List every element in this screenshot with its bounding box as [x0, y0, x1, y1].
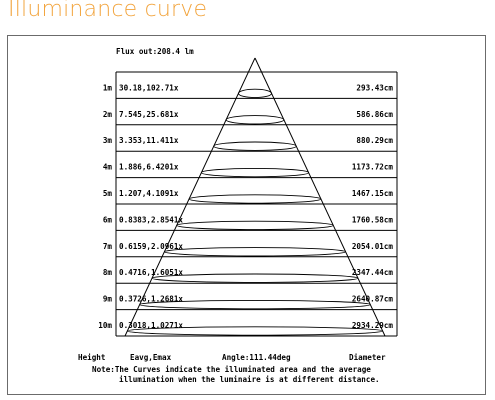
row-diameter: 2054.01cm [351, 241, 393, 251]
distance-row [103, 110, 394, 119]
row-distance: 8m [102, 268, 112, 278]
beam-ellipse [238, 89, 271, 97]
beam-ellipse [226, 116, 284, 124]
beam-angle-label: Angle:111.44deg [222, 353, 291, 362]
row-diameter: 2640.87cm [351, 294, 393, 304]
diagram-frame [7, 35, 486, 395]
row-distance: 4m [102, 162, 112, 172]
row-distance: 9m [102, 294, 112, 304]
eavg-emax-header: Eavg,Emax [130, 353, 172, 362]
row-distance: 7m [102, 241, 112, 251]
height-header: Height [78, 353, 106, 362]
flux-label: Flux out:208.4 lm [116, 47, 194, 56]
beam-ellipse [177, 221, 334, 229]
row-illuminance: 0.3726,1.2681x [119, 294, 184, 304]
row-illuminance: 1.886,6.4201x [119, 162, 179, 172]
row-distance: 3m [102, 136, 112, 146]
row-illuminance: 1.207,4.1091x [119, 189, 179, 198]
row-illuminance: 3.353,11.411x [119, 136, 179, 146]
beam-ellipse [214, 142, 296, 150]
distance-row [103, 136, 394, 145]
row-distance: 6m [102, 215, 112, 225]
distance-rows [98, 83, 393, 330]
row-diameter: 586.86cm [356, 109, 393, 119]
row-illuminance: 0.4716,1.6051x [119, 268, 184, 278]
row-diameter: 293.43cm [356, 83, 393, 93]
row-illuminance: 7.545,25.681x [119, 109, 179, 119]
distance-row [103, 189, 394, 198]
row-diameter: 1467.15cm [351, 189, 393, 198]
row-diameter: 1760.58cm [351, 215, 393, 225]
beam-ellipse [164, 248, 345, 256]
row-illuminance: 0.3018,1.0271x [119, 321, 184, 330]
row-distance: 10m [98, 321, 112, 330]
row-illuminance: 30.18,102.71x [119, 83, 179, 93]
row-diameter: 1173.72cm [351, 162, 393, 172]
note-line-1: Note:The Curves indicate the illuminated area and the average [92, 365, 371, 374]
row-distance: 2m [102, 109, 112, 119]
distance-row [103, 163, 394, 172]
row-distance: 5m [102, 189, 112, 198]
diameter-header: Diameter [349, 353, 386, 362]
distance-row [98, 321, 393, 330]
page-title: Illuminance curve [8, 0, 208, 22]
note-line-2: illumination when the luminaire is at different distance. [119, 375, 380, 384]
row-illuminance: 0.6159,2.0961x [119, 241, 184, 251]
distance-row [103, 268, 394, 277]
row-distance: 1m [102, 83, 112, 93]
row-diameter: 2347.44cm [351, 268, 393, 278]
row-illuminance: 0.8383,2.8541x [119, 215, 184, 225]
row-diameter: 880.29cm [356, 136, 393, 146]
distance-row [103, 242, 394, 251]
illuminance-cone-diagram [8, 36, 487, 396]
row-diameter: 2934.29cm [351, 321, 393, 330]
distance-row [103, 215, 394, 224]
beam-ellipse [201, 168, 308, 176]
beam-ellipse [189, 195, 321, 203]
distance-row [103, 83, 394, 92]
